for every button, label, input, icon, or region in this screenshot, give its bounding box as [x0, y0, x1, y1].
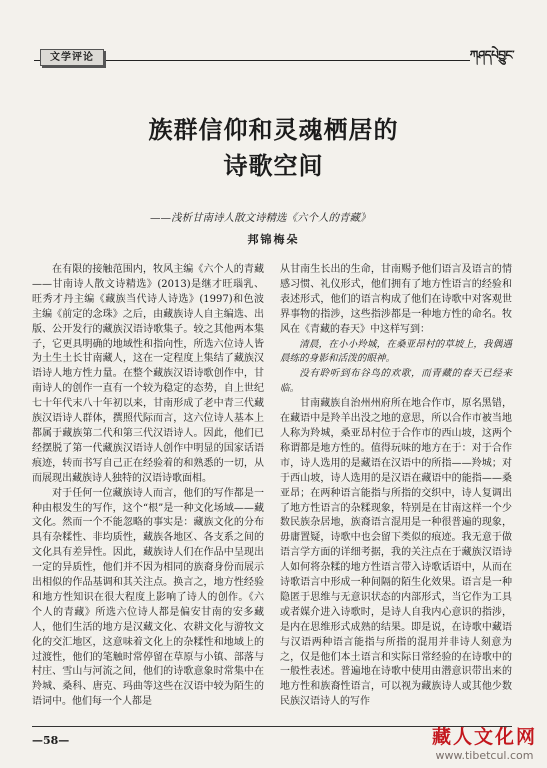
body-column-right [280, 263, 512, 710]
page-number: —58— [32, 734, 70, 747]
paragraph: 甘南藏族自治州州府所在地合作市，原名黑错，在藏语中是羚羊出没之地的意思，所以合作市被当地人称为羚城，桑亚昂村位于合作市的西山坡，这两个称谓都是地方性的。值得玩味的地方在于：对于合作市，诗人选用的是藏语在汉语中的所指——羚城；对于西山坡，诗人选用的是汉语在藏语中的能指——桑亚昂；在两种语言能指与所指的交织中，诗人复调出了地方性语言的杂糅现象，特别是在甘南这样一个少数民族杂居地，族裔语言混用是一种很普遍的现象，毋庸置疑，诗歌中也会留下类似的痕迹。我无意于做语言学方面的详细考据，我的关注点在于藏族汉语诗人如何将杂糅的地方性语言带入诗歌话语中，从而在诗歌语言中形成一种间隔的陌生化效果。语言是一种隐匿于思维与无意识状态的内部形式，当它作为工具或者媒介进入诗歌时，是诗人自我内心意识的指涉，是内在思维形式成熟的结果。即是说，在诗歌中藏语与汉语两种语言能指与所指的混用并非诗人刻意为之，仅是他们本土语言和实际日常经验的在诗歌中的一般性表述。普遍地在诗歌中使用由潜意识带出来的地方性和族裔性语言，可以视为藏族诗人或其他少数民族汉语诗人的写作 [280, 398, 512, 708]
page-header [34, 46, 514, 64]
body-column-left [32, 263, 264, 710]
article-subtitle: ——浅析甘南诗人散文诗精选《六个人的青藏》 [150, 212, 371, 224]
article-author: 邦锦梅朵 [247, 233, 300, 246]
tibetan-logo: ཀཤདཔེབྱུང་ [469, 48, 514, 62]
watermark-url: www.tibetcul.com [435, 749, 534, 762]
poem-quote: 没有聆听到布谷鸟的欢歌，而青藏的春天已经来临。 [280, 368, 512, 395]
poem-quote: 清晨，在小小羚城，在桑亚昂村的草坡上，我偶遇晨练的身影和活泼的眼神。 [280, 338, 512, 365]
paragraph: 在有限的接触范围内，牧风主编《六个人的青藏——甘南诗人散文诗精选》(2013)是继才旺瑙乳、旺秀才丹主编《藏族当代诗人诗选》(1997)和色波主编《前定的念珠》之后，由藏族诗人自主编选、出版、公开发行的藏族汉语诗歌集子。较之其他两本集子，它更具明确的地域性和指向性，所选六位诗人皆为土生土长甘南藏人，这在一定程度上集结了藏族汉语诗人地方性力量。在整个藏族汉语诗歌创作中，甘南诗人的创作一直有一个较为稳定的态势，自上世纪七十年代末八十年初以来，甘南形成了老中青三代藏族汉语诗人群体，撰照代际而言，这六位诗人基本上都属于藏族第二代和第三代汉语诗人。因此，他们已经摆脱了第一代藏族汉语诗人创作中明显的国家话语痕迹，转而书写自己正在经验着的和熟悉的一切，从而展现出藏族诗人独特的汉语诗歌面相。 [32, 264, 264, 484]
paragraph: 从甘南生长出的生命，甘南赐予他们语言及语言的情感习惯、礼仪形式，他们拥有了地方性语言的经验和表述形式，他们的语言构成了他们在诗歌中对客观世界事物的指涉，这些指涉都是一种地方性的命名。牧风在《青藏的春天》中这样写到： [280, 264, 512, 335]
section-tag: 文学评论 [40, 49, 104, 66]
article-title-line2: 诗歌空间 [223, 152, 324, 180]
paragraph: 对于任何一位藏族诗人而言，他们的写作都是一种由根发生的写作，这个“根”是一种文化场域——藏文化。然而一个不能忽略的事实是：藏族文化的分布具有杂糅性、非均质性，藏族各地区、各支系之间的文化具有差异性。因此，藏族诗人们在作品中呈现出一定的异质性，他们并不因为相同的族裔身份而展示出相似的作品基调和其关注点。换言之，地方性经验和地方性知识在很大程度上影响了诗人的创作。《六个人的青藏》所选六位诗人都是偏安甘南的安多藏人，他们生活的地方是汉藏文化、农耕文化与游牧文化的交汇地区，这意味着文化上的杂糅性和地域上的过渡性，他们的笔触时常停留在草原与小镇、部落与村庄、雪山与河流之间，他们的诗歌意象时常集中在羚城、桑科、唐克、玛曲等这些在汉语中较为陌生的语词中。他们每一个人都是 [32, 487, 264, 708]
watermark-site-name: 藏人文化网 [431, 726, 537, 748]
article-title-line1: 族群信仰和灵魂栖居的 [148, 116, 399, 144]
watermark [432, 722, 537, 762]
